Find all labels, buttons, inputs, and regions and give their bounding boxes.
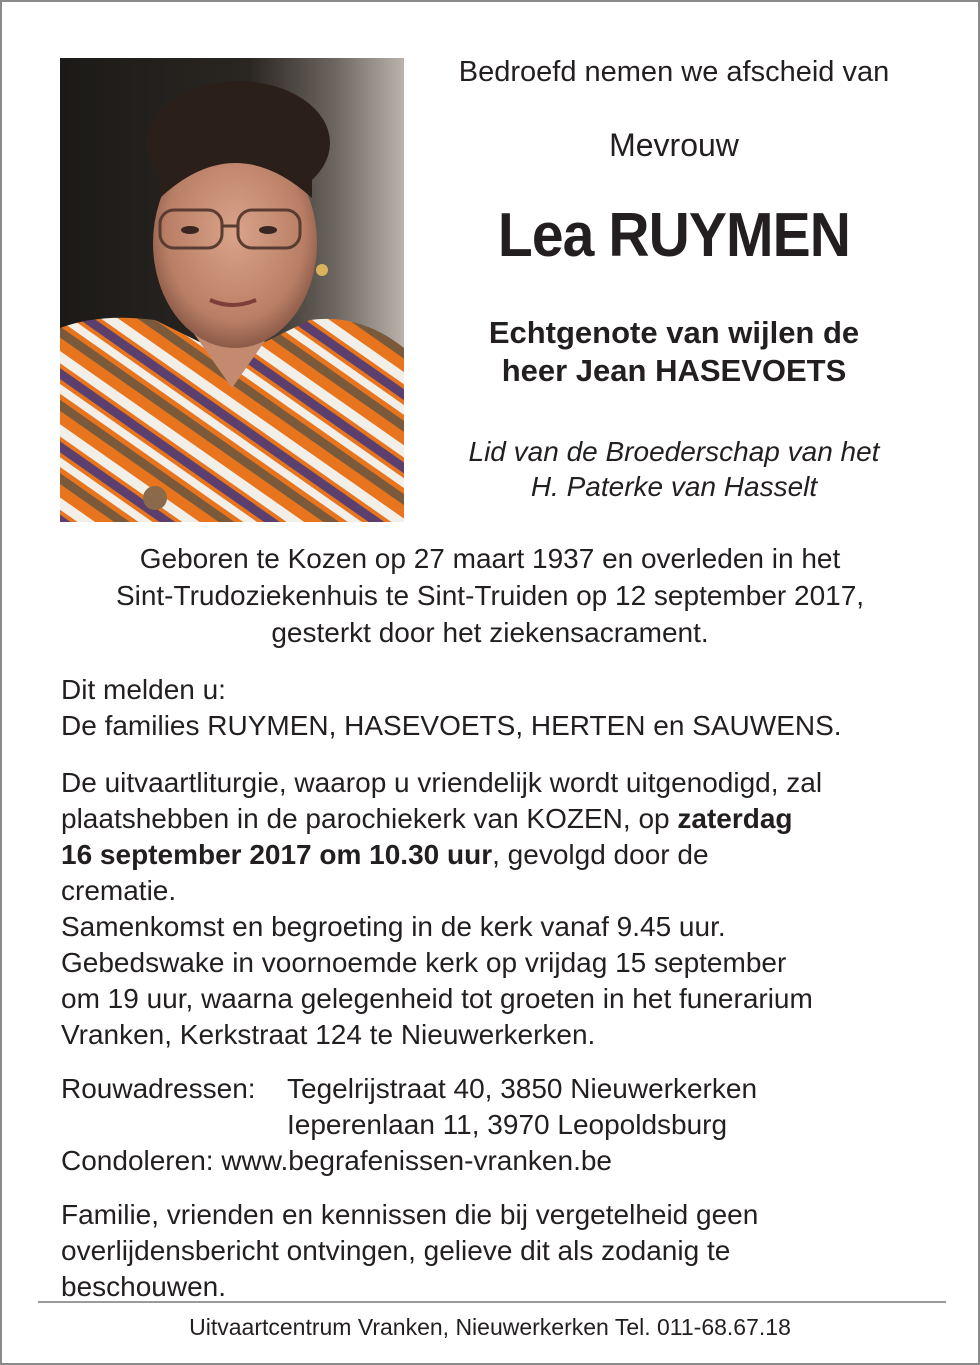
ceremony-line-4: crematie. bbox=[61, 875, 177, 906]
ceremony-line-2 bbox=[61, 801, 941, 837]
spouse-line-2: heer Jean HASEVOETS bbox=[501, 353, 847, 388]
ceremony-line-3-text: , gevolgd door de bbox=[492, 839, 709, 870]
address-2: Ieperenlaan 11, 3970 Leopoldsburg bbox=[287, 1109, 728, 1140]
ceremony-day: zaterdag bbox=[677, 803, 793, 834]
salutation: Mevrouw bbox=[609, 127, 739, 163]
membership-line-2: H. Paterke van Hasselt bbox=[530, 471, 818, 502]
spouse-line-1: Echtgenote van wijlen de bbox=[488, 315, 860, 350]
born-line-2: Sint-Trudoziekenhuis te Sint-Truiden op 12 september 2017, bbox=[115, 580, 865, 611]
deceased-name: Lea RUYMEN bbox=[497, 201, 851, 270]
footer-text: Uitvaartcentrum Vranken, Nieuwerkerken Tel. 011-68.67.18 bbox=[189, 1314, 791, 1340]
birth-death-info bbox=[42, 540, 938, 651]
announcers-line-2: De families RUYMEN, HASEVOETS, HERTEN en SAUWENS. bbox=[61, 710, 842, 741]
membership-line-1: Lid van de Broederschap van het bbox=[468, 436, 880, 467]
addresses bbox=[61, 1071, 941, 1179]
ceremony-line-5: Samenkomst en begroeting in de kerk vanaf 9.45 uur. bbox=[61, 911, 726, 942]
address-row-2 bbox=[61, 1107, 941, 1143]
announcers-line-1: Dit melden u: bbox=[61, 674, 226, 705]
membership-info bbox=[424, 434, 924, 504]
born-line-3: gesterkt door het ziekensacrament. bbox=[271, 617, 709, 648]
ceremony-line-2-text: plaatshebben in de parochiekerk van KOZEN, op bbox=[61, 803, 678, 834]
notice bbox=[61, 1197, 941, 1305]
address-row-1 bbox=[61, 1071, 941, 1107]
notice-line-2: overlijdensbericht ontvingen, gelieve dit als zodanig te bbox=[61, 1235, 731, 1266]
ceremony-line-6: Gebedswake in voornoemde kerk op vrijdag 15 september bbox=[61, 947, 787, 978]
intro-text: Bedroefd nemen we afscheid van bbox=[458, 56, 890, 88]
condolences-link[interactable]: Condoleren: www.begrafenissen-vranken.be bbox=[61, 1145, 612, 1176]
portrait-photo bbox=[60, 58, 404, 522]
ceremony-date-time: 16 september 2017 om 10.30 uur bbox=[61, 839, 493, 870]
spouse-info bbox=[424, 314, 924, 390]
ceremony-line-3 bbox=[61, 837, 941, 873]
ceremony-line-8: Vranken, Kerkstraat 124 te Nieuwerkerken. bbox=[61, 1019, 596, 1050]
announcers bbox=[61, 672, 941, 744]
addresses-label: Rouwadressen: bbox=[61, 1073, 256, 1104]
ceremony-line-7: om 19 uur, waarna gelegenheid tot groeten in het funerarium bbox=[61, 983, 813, 1014]
notice-line-1: Familie, vrienden en kennissen die bij vergetelheid geen bbox=[61, 1199, 759, 1230]
footer-divider bbox=[38, 1301, 946, 1303]
ceremony-info bbox=[61, 765, 941, 1053]
notice-line-3: beschouwen. bbox=[61, 1271, 227, 1302]
address-1: Tegelrijstraat 40, 3850 Nieuwerkerken bbox=[287, 1073, 758, 1104]
born-line-1: Geboren te Kozen op 27 maart 1937 en overleden in het bbox=[139, 543, 841, 574]
ceremony-line-1: De uitvaartliturgie, waarop u vriendelijk wordt uitgenodigd, zal bbox=[61, 767, 823, 798]
